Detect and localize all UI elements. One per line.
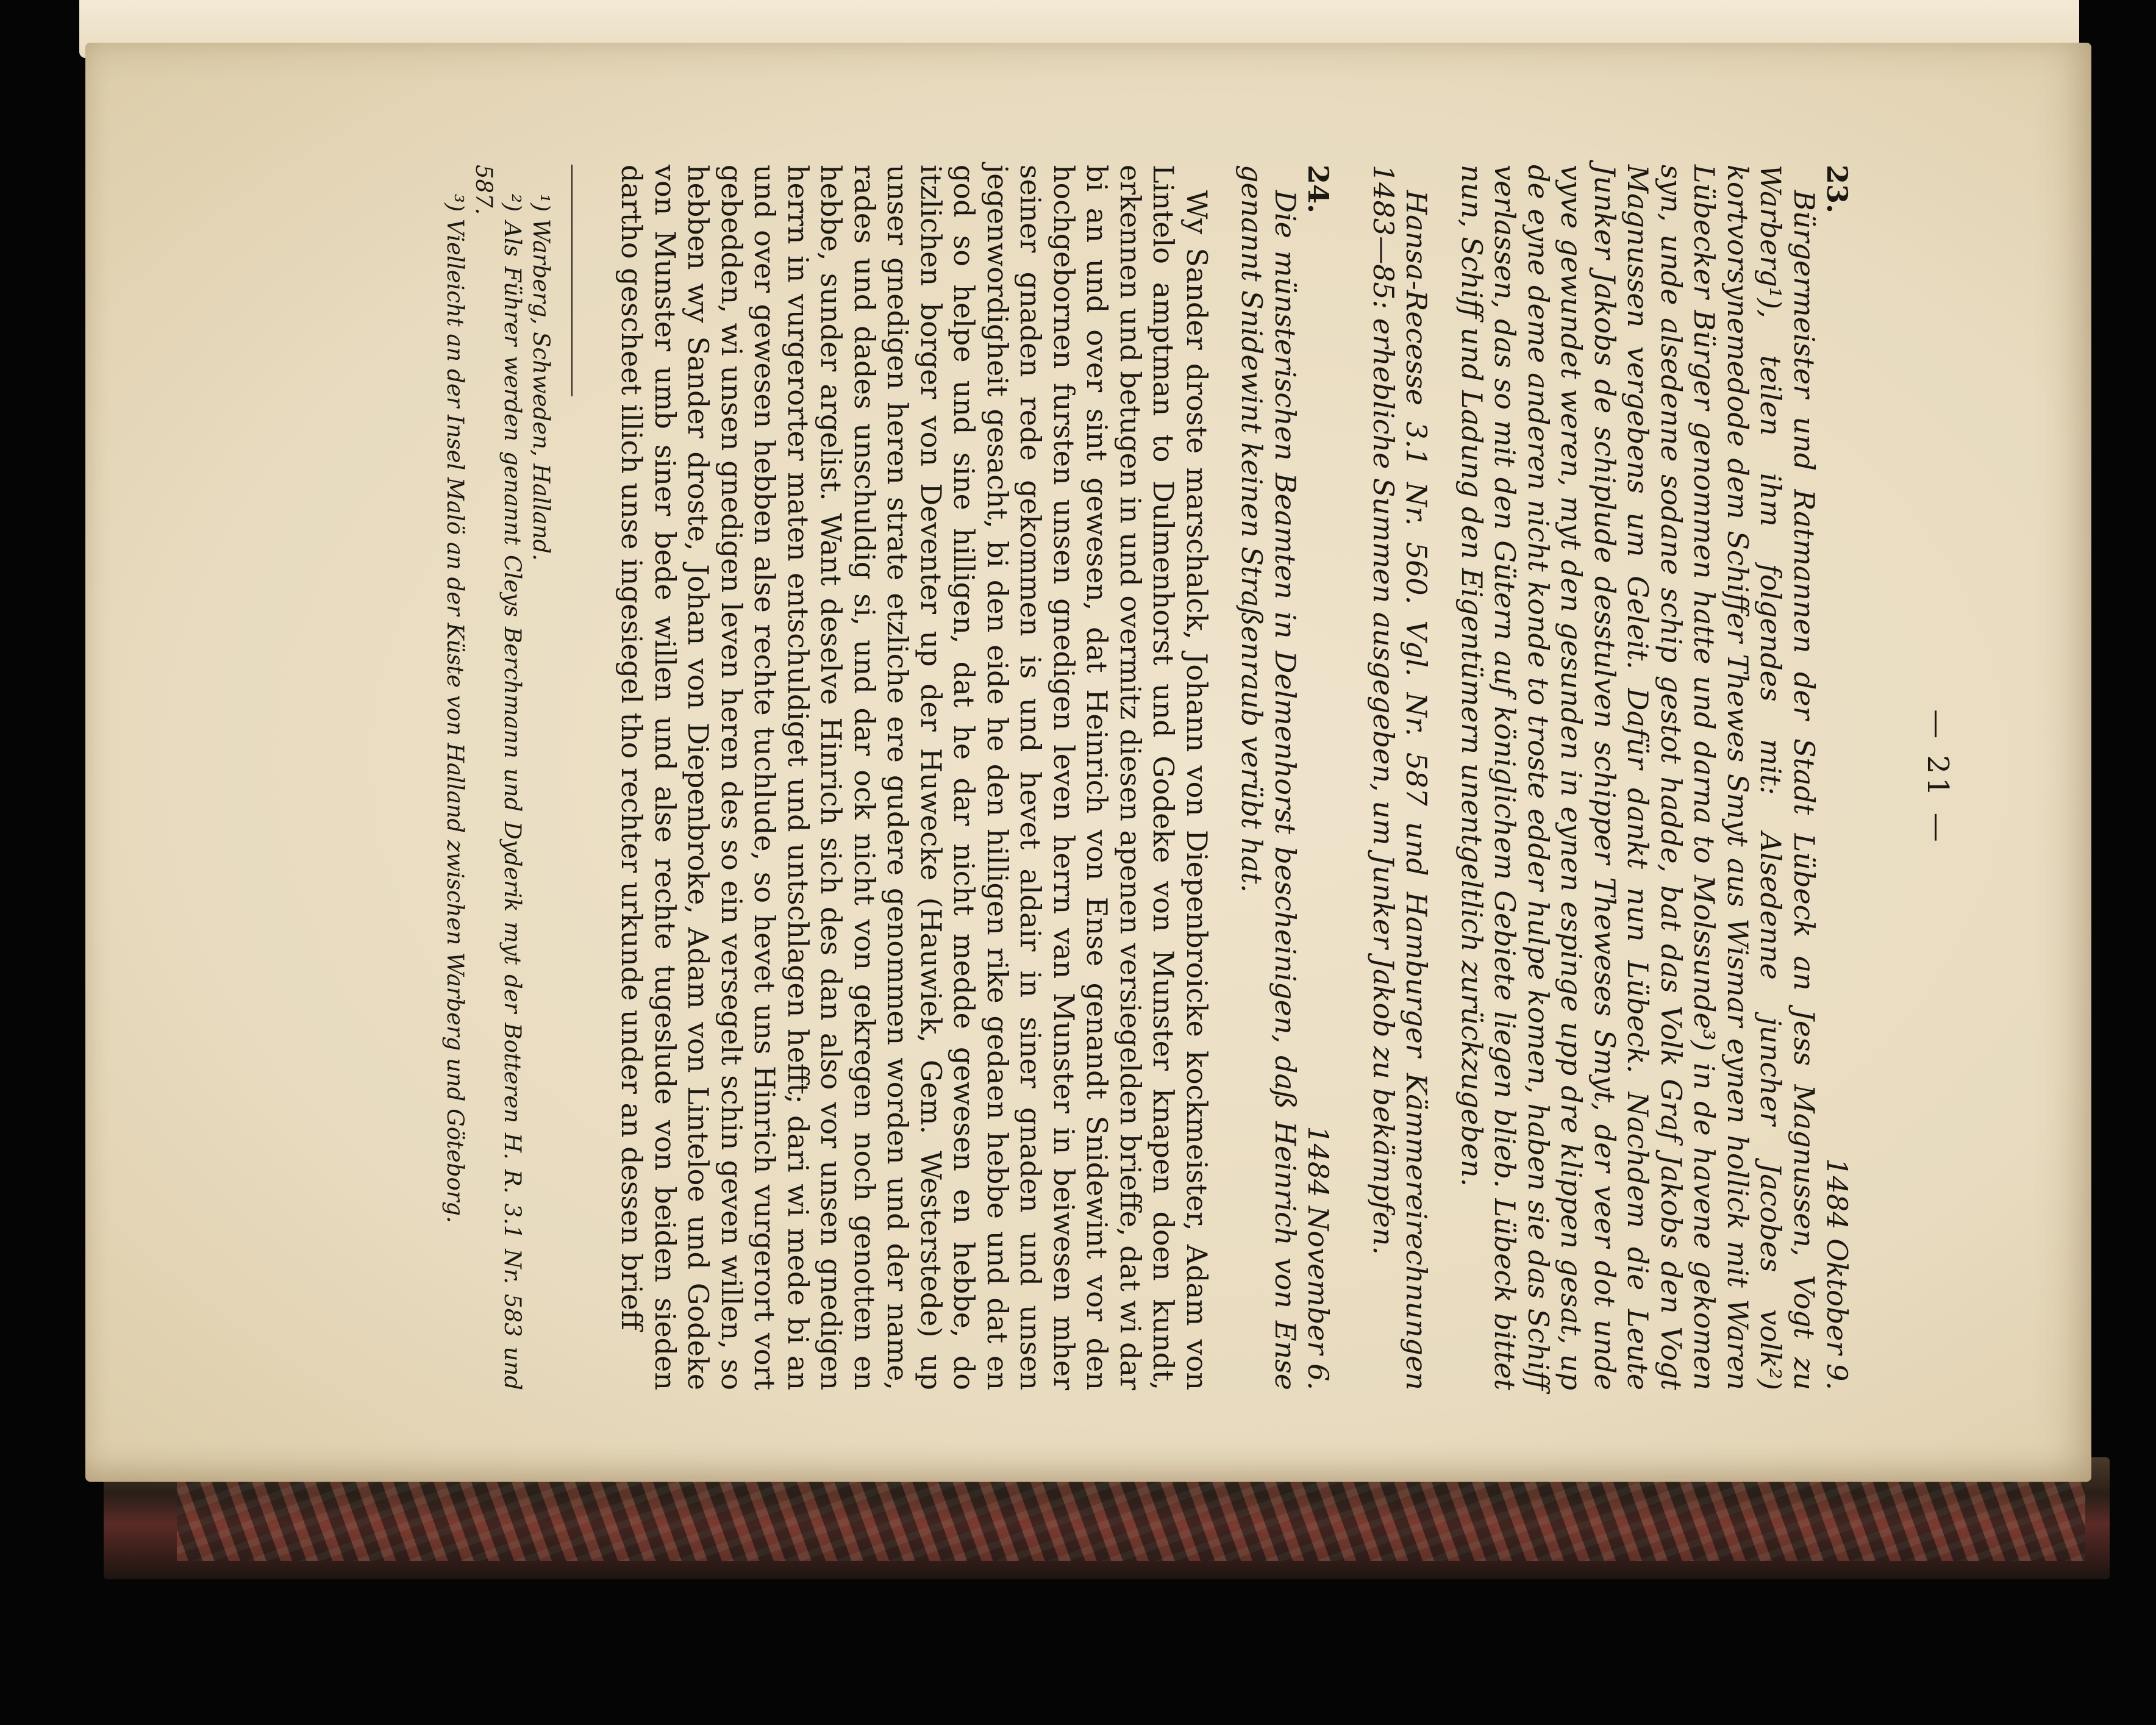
doc24-date: 1484 November 6. <box>1302 1126 1335 1390</box>
doc24-number: 24. <box>1302 165 1335 214</box>
doc23-source: Hansa-Recesse 3.1 Nr. 560. Vgl. Nr. 587 und Hamburger Kämmereirechnungen 1483—85: erhebliche Summen ausgegeben, um Junker Jakob zu bekämpfen. <box>1367 165 1433 1390</box>
footnotes <box>441 165 555 1390</box>
marbled-edge <box>177 1476 2085 1561</box>
page-content <box>424 165 1954 1390</box>
footnote-3: ³) Vielleicht an der Insel Malö an der Küste von Halland zwischen Warberg und Göteborg. <box>442 194 468 1223</box>
doc23-number: 23. <box>1821 165 1854 214</box>
footnote-divider <box>571 165 573 396</box>
doc24-body: Wy Sander droste marschalck, Johann von Diepenbroicke kockmeister, Adam von Lintelo amptman to Dulmenhorst und Godeke von Munster knapen doen kundt, erkennen und betugen in und overmitz diesen apenen versiegelden brieffe, dat wi dar bi an und over sint gewesen, dat Heinrich von Ense genandt Snidewint vor den hochgebornen fursten unsen gnedigen leven herrn van Munster in beiwesen mher seiner gnaden rede gekommen is und hevet aldair in siner gnaden und unsen jegenwordigheit gesacht, bi den eide he den hilligen rike gedaen hebbe und dat en god so helpe und sine hilligen, dat he dar nicht medde gewesen en hebbe, do itzlichen borger von Deventer up der Huwecke (Hauwiek, Gem. Westerstede) up unser gnedigen heren strate etzliche ere gudere genommen worden und der name, rades und dades unschuldig si, und dar ock nicht von gekregen noch genotten en hebbe, sunder argelist. Want deselve Hinrich sich des dan also vor unsen gnedigen herrn in vurgerorter maten entschuldiget und untschlagen hefft; dari wi mede bi an und over gewesen hebben alse rechte tuchlude, so hevet uns Hinrich vurgerort vort gebedden, wi unsen gnedigen leven heren des so ein versegelt schin geven willen, so hebben wy Sander droste, Johan von Diepenbroke, Adam von Linteloe und Godeke von Munster umb siner bede willen und alse rechte tugeslude von beiden sieden dartho gescheet illich unse ingesiegel tho rechter urkunde under an dessen brieff <box>615 165 1213 1390</box>
footnote-1: ¹) Warberg, Schweden, Halland. <box>528 194 554 561</box>
doc23-date: 1484 Oktober 9. <box>1821 1158 1854 1390</box>
doc23-regest: Bürgermeister und Ratmannen der Stadt Lübeck an Jess Magnussen, Vogt zu Warberg¹), teilen ihm folgendes mit: Alsedenne juncher Jacobes volk²) kortvorsynemedode dem Schiffer Thewes Smyt aus Wismar eynen hollick mit Waren Lübecker Bürger genommen hatte und darna to Molssunde³) in de havene gekomen syn, unde alsedenne sodane schip gestot hadde, bat das Volk Graf Jakobs den Vogt Magnussen vergebens um Geleit. Dafür dankt nun Lübeck. Nachdem die Leute Junker Jakobs de schiplude desstulven schipper Theweses Smyt, der veer dot unde vyve gewundet weren, myt den gesunden in eynen espinge upp dre klippen gesat, up de eyne deme anderen nicht konde to troste edder hulpe komen, haben sie das Schiff verlassen, das so mit den Gütern auf königlichem Gebiete liegen blieb. Lübeck bittet nun, Schiff und Ladung den Eigentümern unentgeltlich zurückzugeben. <box>1455 165 1821 1390</box>
doc24-header <box>1302 165 1335 1390</box>
doc23-header <box>1821 165 1854 1390</box>
page-number: — 21 — <box>1921 709 1955 846</box>
footnote-2: ²) Als Führer werden genannt Cleys Berchmann und Dyderik myt der Botteren H. R. 3.1 Nr. 583 und 587. <box>471 165 526 1390</box>
doc24-regest: Die münsterischen Beamten in Delmenhorst bescheinigen, daß Heinrich von Ense genannt Snidewint keinen Straßenraub verübt hat. <box>1235 165 1302 1390</box>
